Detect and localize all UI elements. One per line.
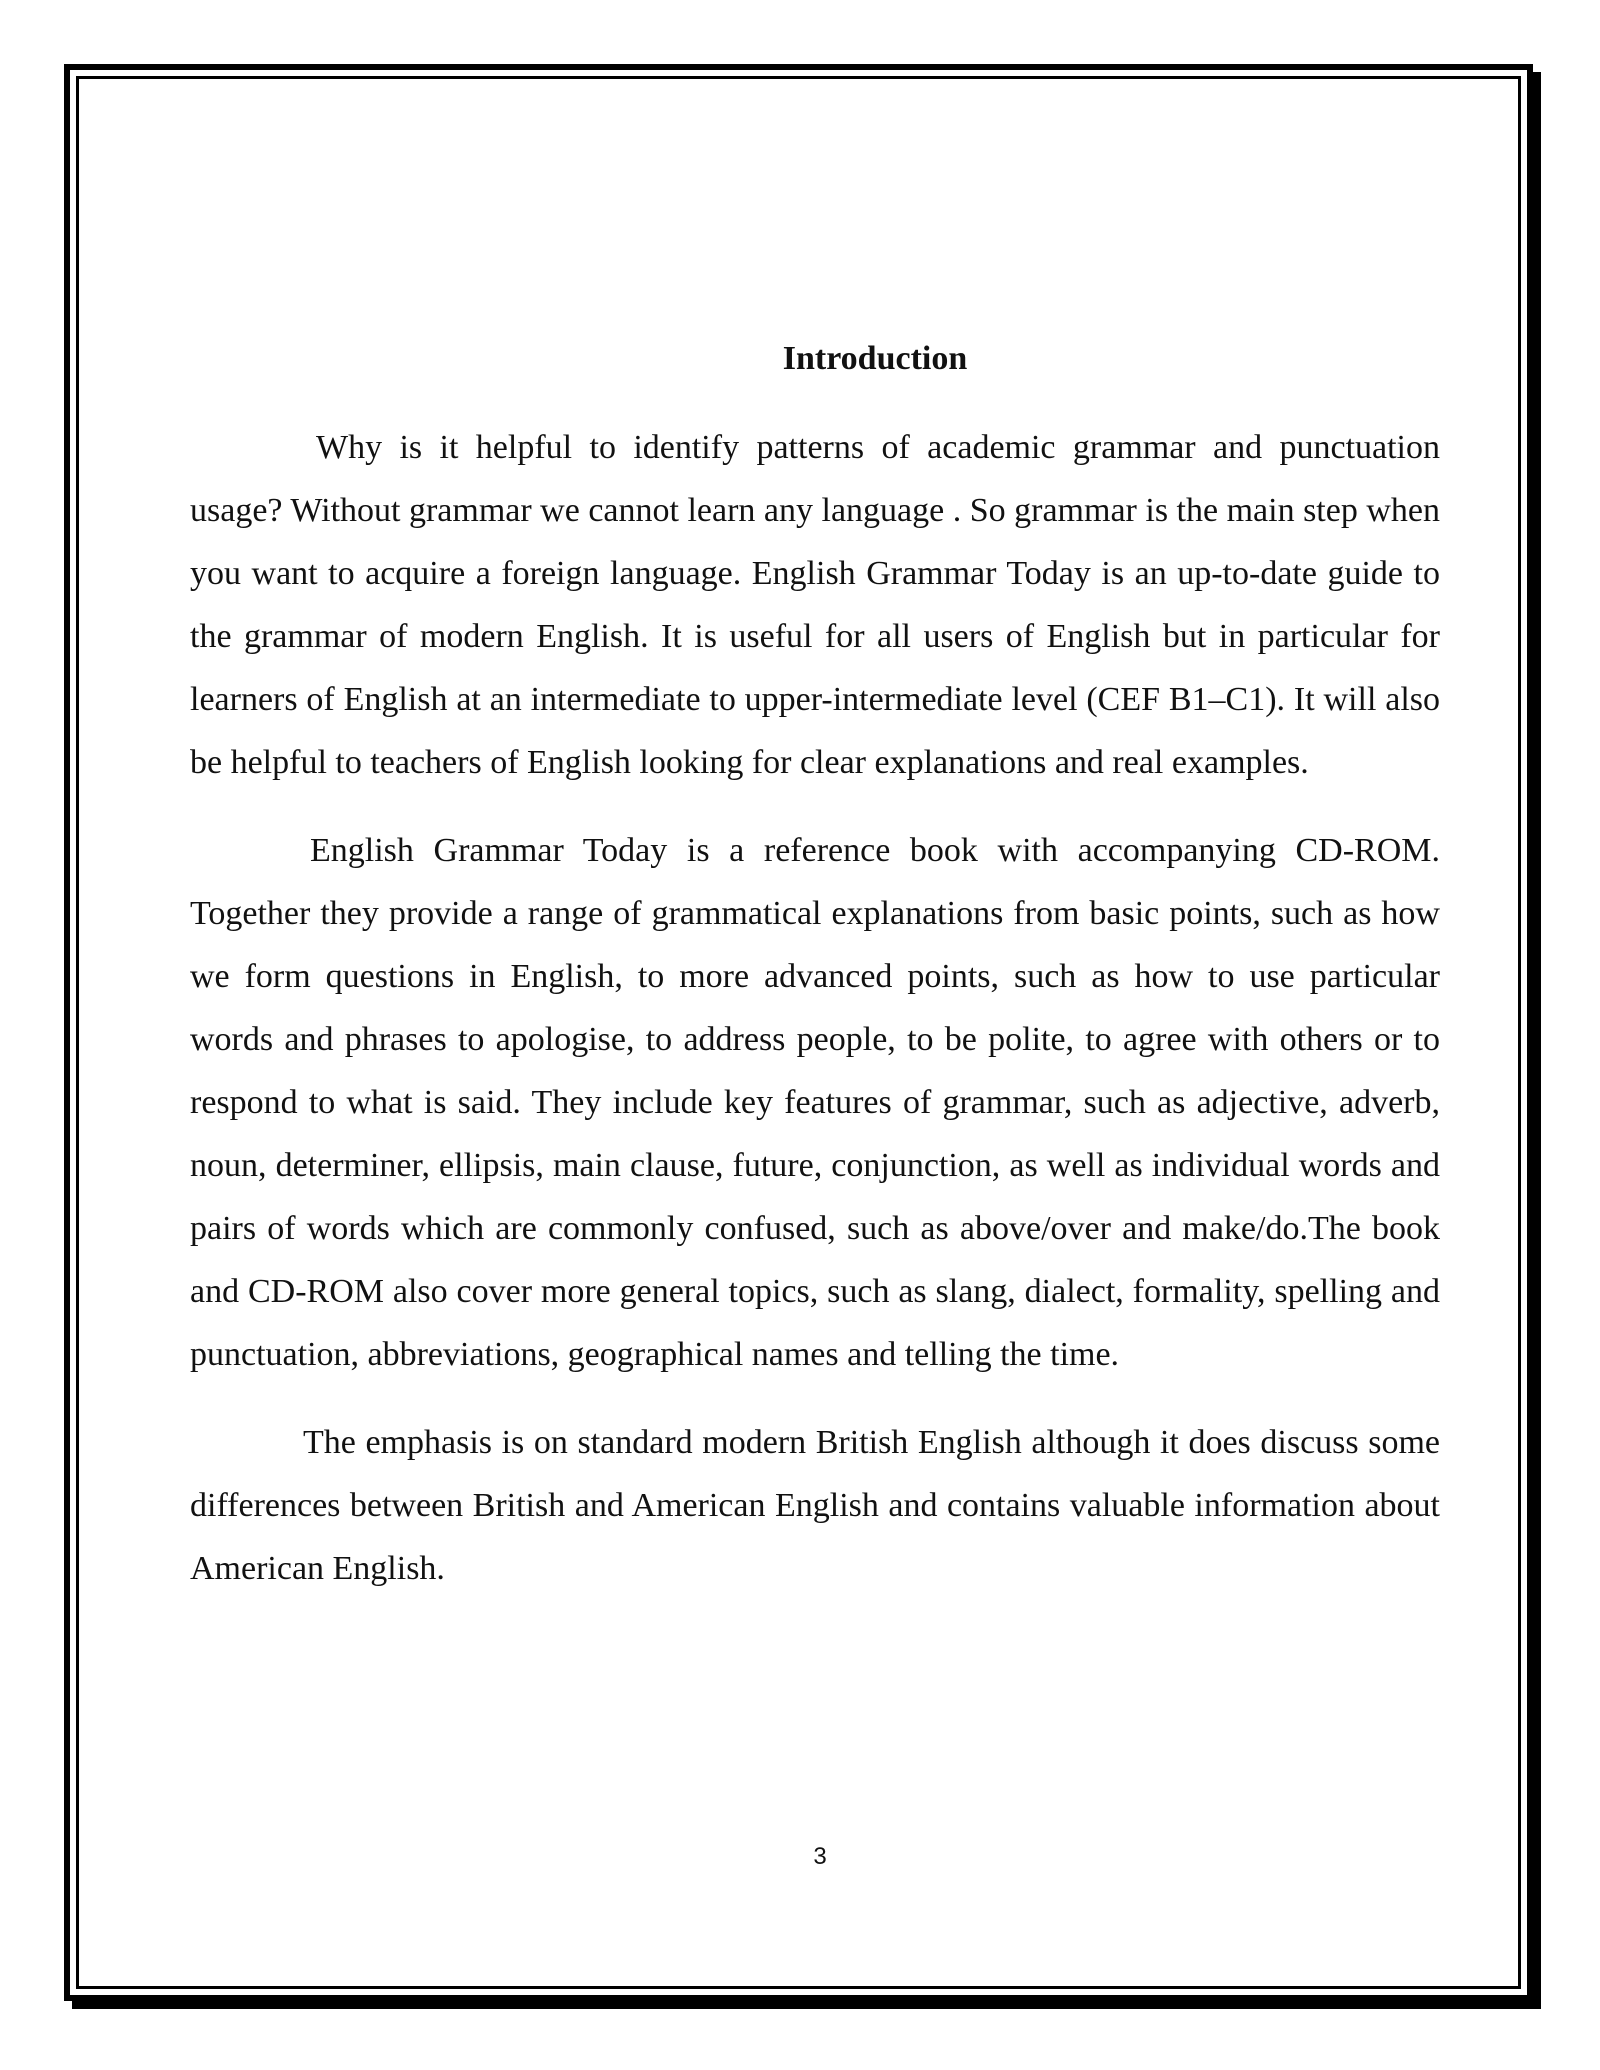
page-title: Introduction xyxy=(782,340,968,377)
page-number: 3 xyxy=(813,1843,827,1870)
paragraph-3: The emphasis is on standard modern British English although it does discuss some differences between British and American English and contains valuable information about American English. xyxy=(190,1424,1440,1587)
page-content xyxy=(190,340,1440,1625)
paragraph-1: Why is it helpful to identify patterns of academic grammar and punctuation usage? Without grammar we cannot learn any language . So grammar is the main step when you want to acquire a foreign language. English Grammar Today is an up-to-date guide to the grammar of modern English. It is useful for all users of English but in particular for learners of English at an intermediate to upper-intermediate level (CEF B1–C1). It will also be helpful to teachers of English looking for clear explanations and real examples. xyxy=(190,429,1440,781)
paragraph-2: English Grammar Today is a reference book with accompanying CD-ROM. Together they provide a range of grammatical explanations from basic points, such as how we form questions in English, to more advanced points, such as how to use particular words and phrases to apologise, to address people, to be polite, to agree with others or to respond to what is said. They include key features of grammar, such as adjective, adverb, noun, determiner, ellipsis, main clause, future, conjunction, as well as individual words and pairs of words which are commonly confused, such as above/over and make/do.The book and CD-ROM also cover more general topics, such as slang, dialect, formality, spelling and punctuation, abbreviations, geographical names and telling the time. xyxy=(190,832,1440,1373)
